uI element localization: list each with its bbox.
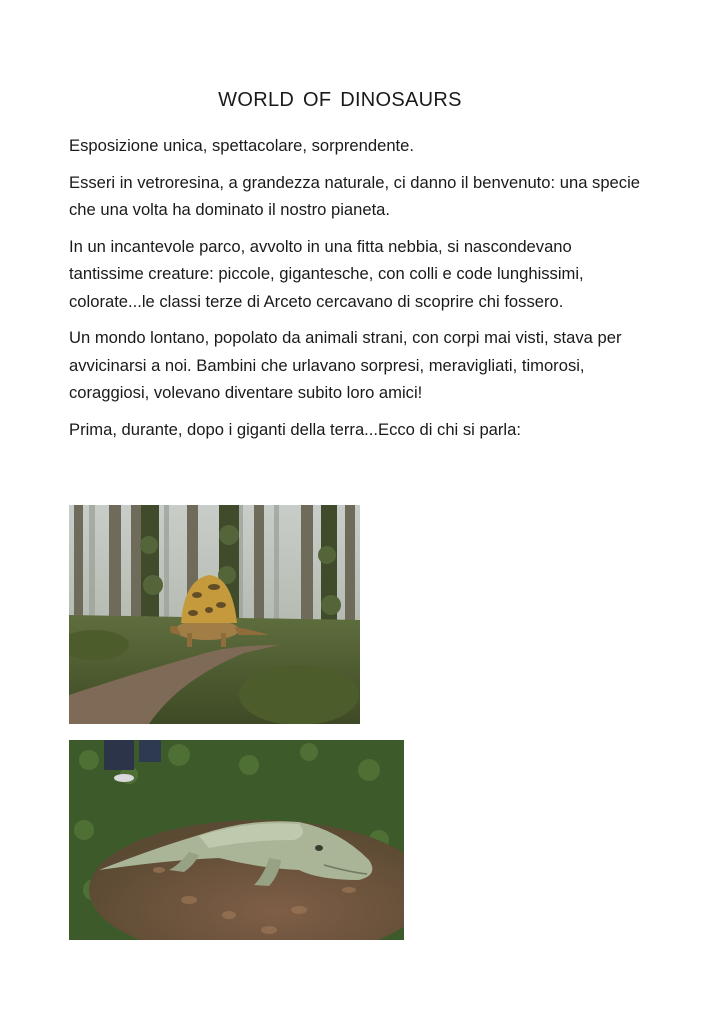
paragraph-2: Esseri in vetroresina, a grandezza naturale, ci danno il benvenuto: una specie che una volta ha dominato il nostro pianeta. (69, 172, 640, 219)
photo-sail-dinosaur (69, 505, 360, 724)
paragraph-3: In un incantevole parco, avvolto in una fitta nebbia, si nascondevano tantissime creature: piccole, gigantesche, con colli e code lunghissimi, colorate...le classi terze di Arceto cercavano di scoprire chi fossero. (69, 236, 584, 311)
paragraph-1: Esposizione unica, spettacolare, sorprendente. (69, 136, 414, 155)
page-title: WORLD OF DINOSAURS (218, 89, 462, 111)
paragraph-4: Un mondo lontano, popolato da animali strani, con corpi mai visti, stava per avvicinarsi a noi. Bambini che urlavano sorpresi, meravigliati, timorosi, coraggiosi, volevano diventare subito loro amici! (69, 328, 622, 402)
photo-reptile (69, 740, 404, 940)
photo-reptile-image (69, 740, 404, 940)
photo-sail-dinosaur-image (69, 505, 360, 724)
body-text (69, 132, 649, 452)
paragraph-5: Prima, durante, dopo i giganti della terra...Ecco di chi si parla: (69, 419, 521, 439)
